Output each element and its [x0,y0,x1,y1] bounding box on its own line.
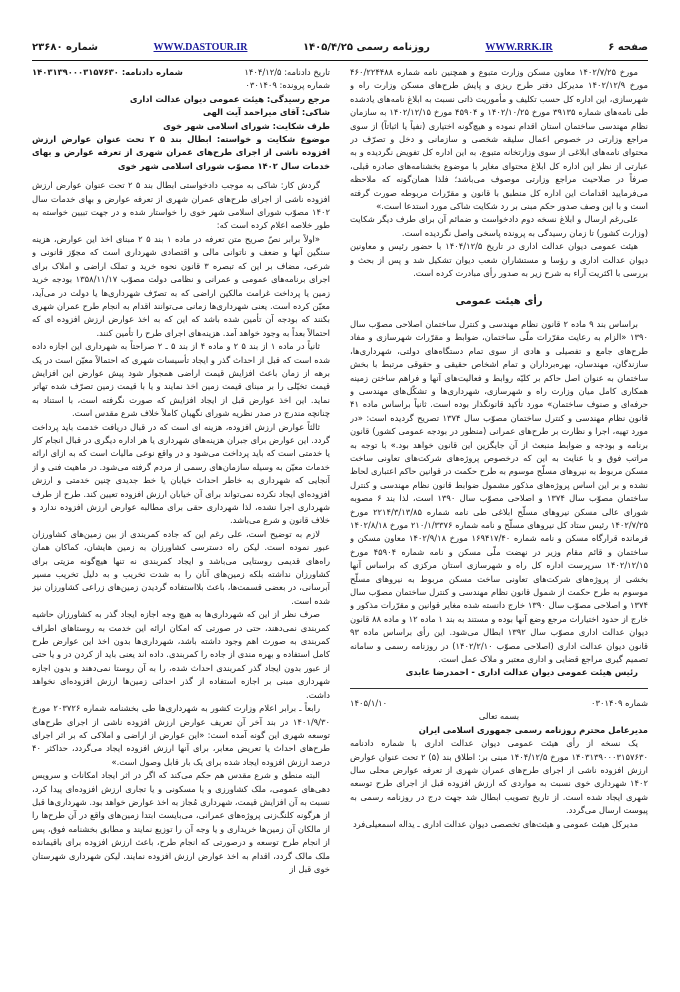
page-number: صفحه ۶ [608,41,648,53]
header-divider [32,60,648,61]
ruling-meta-top [32,66,330,79]
complaint-subject: موضوع شکایت و خواسته: ابطال بند ۵ ۲ تحت عنوان عوارض ارزش افزوده ناشی از اجرای طرح‌های عمران شهری از تعرفه عوارض و بهای خدمات سال ۱۴۰۲ مصوّب شورای اسلامی شهر خوی [32,134,330,171]
paragraph: رابعاً ـ برابر اعلام وزارت کشور به شهرداری‌ها طی بخشنامه شماره ۲۰۳۷۲۶ مورخ ۱۴۰۱/۹/۳۰ در بند آخر آن تعریف عوارض ارزش افزوده ناشی از اجرای طرح‌های توسعه شهری این گونه آمده است: «این عوارض از اراضی و املاکی که بر اثر اجرای طرح‌های احداث یا تعریض معابر، برای آنها ارزش افزوده ایجاد می‌گردد، حداکثر ۴۰ درصد ارزش افزوده ایجاد شده برای یک بار قابل وصول است.» [32,703,330,767]
ruling-date: تاریخ دادنامه: ۱۴۰۴/۱۲/۵ [244,67,330,77]
paragraph: ثالثاً عوارض ارزش افزوده، هزینه ای است که در قبال دریافت خدمت باید پرداخت گردد. این عوارض برای جبران هزینه‌های شهرداری یا هر اداره دیگری در قبال انجام کار یا خدمتی است که باید پرداخت می‌شود و در واقع نوعی مالیات است که به ازای ارائه خدمات معیّن به وسیله سازمان‌های رسمی از مردم گرفته می‌شود. در ماهیت فنی و از آنجایی که شهرداری به خاطر احداث خیابان یا خط جدیدی چنین خدمتی و ارزش افزوده‌ای ایجاد نکرده نمی‌تواند برای آن خیابان ارزش افزوده تعیین کند. طرح از طرف شهرداری اجرا نشده، لذا شهرداری حقی برای مطالبه عوارض ارزش افزوده ندارد و خلاف قانون و شرع می‌باشد. [32,421,330,526]
reference-line [350,697,648,710]
rrk-link[interactable]: WWW.RRK.IR [485,41,553,53]
ruling-text: براساس بند ۹ ماده ۲ قانون نظام مهندسی و کنترل ساختمان اصلاحی مصوّب سال ۱۳۹۰ «الزام به رعایت مقرّرات ملّی ساختمان، ضوابط و مقرّرات شهرسازی و مفاد طرح‌های جامع و تفصیلی و هادی از سوی تمام دستگاه‌های دولتی، شهرداری‌ها، سازندگان، مهندسان، بهره‌برداران و تمام اشخاص حقیقی و حقوقی مرتبط با بخش ساختمان به عنوان اصل حاکم بر کلیّه روابط و فعالیت‌های آنها و فراهم ساختن زمینه همکاری کامل میان وزارت راه و شهرسازی، شهرداری‌ها و تشکّل‌های مهندسی و حرفه‌ای و صنوف ساختمان» مورد تأکید قانونگذار بوده است. ثانیاً براساس ماده ۴۱ قانون نظام مهندسی و کنترل ساختمان مصوّب سال ۱۳۷۴ تصریح گردیده است: «در مورد تهیه، اجرا و نظارت بر طرح‌های عمرانی (منظور در بودجه عمومی کشور) قانون برنامه و بودجه و ضوابط منبعث از آن جایگزین این قانون خواهد بود.» با توجه به مراتب فوق و با عنایت به این که درخصوص پروژه‌های شرکت‌های تعاونی ساخت مسکن مربوط به نیروهای مسلّح موسوم به طرح حکمت در قوانین حاکم اعتباری لحاظ نشده و بر این اساس پروژه‌های مذکور مشمول ضوابط قانون نظام مهندسی و کنترل ساختمان مصوّب سال ۱۳۷۴ و اصلاحی مصوّب سال ۱۳۹۰ است، لذا بند ۶ مصوبه شورای عالی مسکن نیروهای مسلّح ابلاغی طی نامه شماره ۲۲۱۴/۳/۱۳/۸۵ مورخ ۱۴۰۲/۷/۲۵ رئیس ستاد کل نیروهای مسلّح و نامه شماره ۲۱۰/۱/۳۳۷۶ مورخ ۱۴۰۲/۸/۱۸ فرمانده قرارگاه مسکن و نامه شماره ۱۶۹۴۱۷/۴۰ مورخ ۱۴۰۲/۹/۱۸ معاون مسکن و ساختمان و قائم مقام وزیر در نهضت ملّی مسکن و نامه شماره ۴۵۹۰۴ مورخ ۱۴۰۲/۱۲/۱۵ سرپرست اداره کل راه و شهرسازی استان مرکزی که براساس آنها بخشی از پروژه‌های شرکت‌های تعاونی ساخت مسکن مربوط به نیروهای مسلّح موسوم به طرح حکمت از شمول قانون نظام مهندسی و کنترل ساختمان مصوّب سال ۱۳۷۴ و اصلاحی مصوّب سال ۱۳۹۰ خارج دانسته شده مغایر قوانین و مقرّرات مذکور و خارج از حدود اختیارات مرجع وضع آنها بوده و مستند به بند ۱ ماده ۱۲ و ماده ۸۸ قانون دیوان عدالت اداری مصوّب سال ۱۳۹۲ ابطال می‌شود. این رأی براساس ماده ۹۳ قانون دیوان عدالت اداری (اصلاحی مصوّب ۱۴۰۲/۲/۱۰) در روزنامه رسمی و سامانه تصمیم گیری مراجع قضایی و اداری معتبر و ملاک عمل است. [350,318,648,665]
ruling-signature: رئیس هیئت عمومی دیوان عدالت اداری - احمدرضا عابدی [405,667,638,678]
two-column-body [32,66,648,966]
paragraph: مورخ ۱۴۰۲/۷/۲۵ معاون مسکن وزارت متبوع و همچنین نامه شماره ۴۶۰/۲۲۴۴۸۸ مورخ ۱۴۰۲/۱۲/۹ مدیرکل دفتر طرح ریزی و پایش طرح‌های مسکن وزارت راه و شهرسازی، این اداره کل حسب تکلیف و مأموریت ذاتی نسبت به ابلاغ نامه‌های یادشده طی نامه‌های شماره ۳۹۱۳۵ مورخ ۱۴۰۲/۱۰/۲۵ و ۴۵۹۰۴ مورخ ۱۴۰۲/۱۲/۱۵ به سازمان نظام مهندسی ساختمان استان اقدام نموده و هیچ‌گونه اختیاری (نفیاً یا اثباتاً) از سوی مراجع وزارتی در خصوص اعمال سلیقه شخصی و سازمانی و دخل و تصرّف در محتوای نامه‌های ابلاغی از سوی وزارتخانه متبوع، به این اداره کل تفویض نگردیده و به عبارتی از نظر این اداره کل ابلاغ محتوای مغایر با موضوع بخشنامه‌های صادره قبلی، صرفاً در صلاحیت مراجع وزارتی موصوف می‌باشد؛ فلذا همان‌گونه که ملاحظه می‌فرمایید اقدامات این اداره کل منطبق با قانون و مقرّرات مربوطه صورت گرفته است و با این وصف صدور حکم مبنی بر رد شکایت شاکی مورد استدعا است.» [350,67,648,212]
right-column [350,66,648,966]
ruling-number: شماره دادنامه: ۱۴۰۳۱۳۹۰۰۰۳۱۵۷۶۳۰ [32,67,183,77]
authority: مرجع رسیدگی: هیئت عمومی دیوان عدالت اداری [129,93,330,104]
paragraph: البته منطق و شرع مقدس هم حکم می‌کند که اگر در اثر ایجاد امکانات و سرویس دهی‌های عمومی، ملک کشاورزی و یا مسکونی و یا تجاری ارزش افزوده‌ای پیدا کرد، نسبت به آن افزایش قیمت، شهرداری مُجاز به اخذ عوارض خواهد بود. شهرداری‌ها قبل از هرگونه کلنگ‌زنی پروژه‌های عمرانی، می‌بایست ابتدا زمین‌های واقع در آن طرح‌ها را از مالکان آن زمین‌ها خریداری و یا وجه آن را توزیع نمایند و مطابق بخشنامه فوق، پس از انجام طرح توسعه و درصورتی که انجام طرح، باعث ارزش افزوده برای باقیمانده ملک مالک گردد، اقدام به اخذ عوارض ارزش افزوده نمایند. لیکن شهرداری شهرستان خوی قبل از [32,770,330,874]
left-column [32,66,330,966]
page-header [32,38,648,56]
notice-text: یک نسخه از رأی هیئت عمومی دیوان عدالت اداری با شماره دادنامه ۱۴۰۳۱۳۹۰۰۰۳۱۵۷۶۳۰ مورخ ۱۴۰۴/۱۲/۵ مبنی بر: اطلاق بند (۵) ۲ تحت عنوان عوارض ارزش افزوده ناشی از اجرای طرح‌های عمران شهری از تعرفه عوارض محلی سال ۱۴۰۲ شهرداری خوی نسبت به مواردی که ارزش افزوده قبل از اجرای طرح توسعه شهری ایجاد شده است. از تاریخ تصویب ابطال شد جهت درج در روزنامه رسمی به پیوست ارسال می‌گردد. [350,738,648,816]
paragraph: ثانیاً در ماده ۱ از بند ۵ ۲ و ماده ۴ از بند ۵ ـ ۲ صراحتاً به شهرداری این اجازه داده شده است که قبل از احداث گذر و ایجاد تأسیسات شهری که احتمالاً معیّن است در یک برهه از زمان باعث افزایش قیمت اراضی همجوار شود پیش عوارض این افزایش قیمت تخیّلی را بر مبنای قیمت زمین اخذ نمایند و یا با قیمت زمین تصرّف شده تهاتر نماید. این اخذ عوارض قبل از ایجاد افزایش که صورت نگرفته است، با استناد به چنانچه مندرج در صدر نظریه شورای نگهبان کاملاً خلاف شرع مقدس است. [32,341,330,419]
ruling-title: رأی هیئت عمومی [455,295,543,307]
paragraph: لازم به توضیح است، علی رغم این که جاده کمربندی از بین زمین‌های کشاورزان عبور نموده است. لیکن راه دسترسی کشاورزان به زمین هایشان، کماکان همان راه‌های قدیمی روستایی می‌باشد و ایجاد کمربندی نه تنها هیچ‌گونه مزیتی برای کشاورزان نداشته بلکه زمین‌های آنان را به شدت تخریب و به دلیل تخریب مسیر آبرسانی، در بعضی قسمت‌ها، باعث بلااستفاده گردیدن زمین‌های زراعی کشاورزان نیز شده است. [32,528,330,606]
plaintiff: شاکی: آقای میراحمد آیت الهی [203,107,330,118]
paragraph: هیئت عمومی دیوان عدالت اداری در تاریخ ۱۴۰۴/۱۲/۵ با حضور رئیس و معاونین دیوان عدالت اداری و رؤسا و مستشاران شعب دیوان تشکیل شد و پس از بحث و بررسی با اکثریت آراء به شرح زیر به صدور رأی مبادرت کرده است. [350,241,648,279]
reference-number: شماره ۰۳۰۱۴۰۹ [590,697,648,708]
addressee: مدیرعامل محترم روزنامه رسمی جمهوری اسلامی ایران [418,724,648,735]
case-number: شماره پرونده: ۰۳۰۱۴۰۹ [245,80,330,91]
divider [350,688,648,689]
paragraph: «اولاً برابر نصّ صریح متن تعرفه در ماده ۱ بند ۵ ۲ مبنای اخذ این عوارض، هزینه سنگین آنها و ضعف و ناتوانی مالی و اقتصادی شهرداری است که مجوّز قانونی و شرعی، مضاف بر این که تبصره ۳ قانون نحوه خرید و تملک اراضی و املاک برای اجرای برنامه‌های عمومی و عمرانی و نظامی دولت مصوّب ۱۳۵۸/۱۱/۱۷ بودجه خرید زمین یا پرداخت غرامت مالکین اراضی که به تصرّف شهرداری‌ها یا دولت در می‌آید، معیّن کرده است. یعنی شهرداری‌ها زمانی می‌توانند اقدام به انجام طرح عمران شهری بکنند که بودجه آن تأمین شده باشد که این که به اخذ عوارض ارزش افزوده ای که احتمالاً بعداً به وجود خواهد آمد. هزینه‌های اجرای طرح را تأمین کنند. [32,233,330,338]
paragraph: علی‌رغم ارسال و ابلاغ نسخه دوم دادخواست و ضمائم آن برای طرف دیگر شکایت (وزارت کشور) تا زمان رسیدگی به پرونده پاسخی واصل نگردیده است. [350,214,648,238]
defendant: طرف شکایت: شورای اسلامی شهر خوی [163,120,330,131]
closing-signature: مدیرکل هیئت عمومی و هیئت‌های تخصصی دیوان عدالت اداری ـ یداله اسمعیلی‌فرد [352,818,638,829]
paragraph: صرف نظر از این که شهرداری‌ها به هیچ وجه اجازه ایجاد گذر به کشاورزان حاشیه کمربندی نمی‌دهند، حتی در صورتی که امکان ارائه این خدمت به روستاهای اطراف کمربندی به صورت اهم وجود داشته باشد، شهرداری‌ها بدون اخذ این عوارض طرح کامل استفاده و بهره مندی از جاده را کمربندی. داده اند یعنی باید از کردن در و یا حتی از عبور بدون ایجاد گذر کمربندی احداث شده، را به آن روستا نمی‌دهند و بدون اجازه شهرداری مبنی بر اجازه استفاده از گذر احداثی زمین‌ها ارزش افزوده‌ای نخواهد داشت. [32,609,330,700]
reference-date: ۱۴۰۵/۱/۱۰ [350,697,388,708]
dastour-link[interactable]: WWW.DASTOUR.IR [153,41,248,53]
issue-number: شماره ۲۳۶۸۰ [32,41,99,53]
basmala: بسمه تعالی [478,711,520,722]
paragraph: گردش کار: شاکی به موجب دادخواستی ابطال بند ۵ ۲ تحت عنوان عوارض ارزش افزوده ناشی از اجرای طرح‌های عمران شهری از تعرفه عوارض و بهای خدمات سال ۱۴۰۲ مصوّب شورای اسلامی شهر خوی را خواستار شده و در جهت تبیین خواسته به طور خلاصه اعلام کرده است که: [32,180,330,231]
gazette-date: روزنامه رسمی ۱۴۰۵/۴/۲۵ [302,41,430,53]
